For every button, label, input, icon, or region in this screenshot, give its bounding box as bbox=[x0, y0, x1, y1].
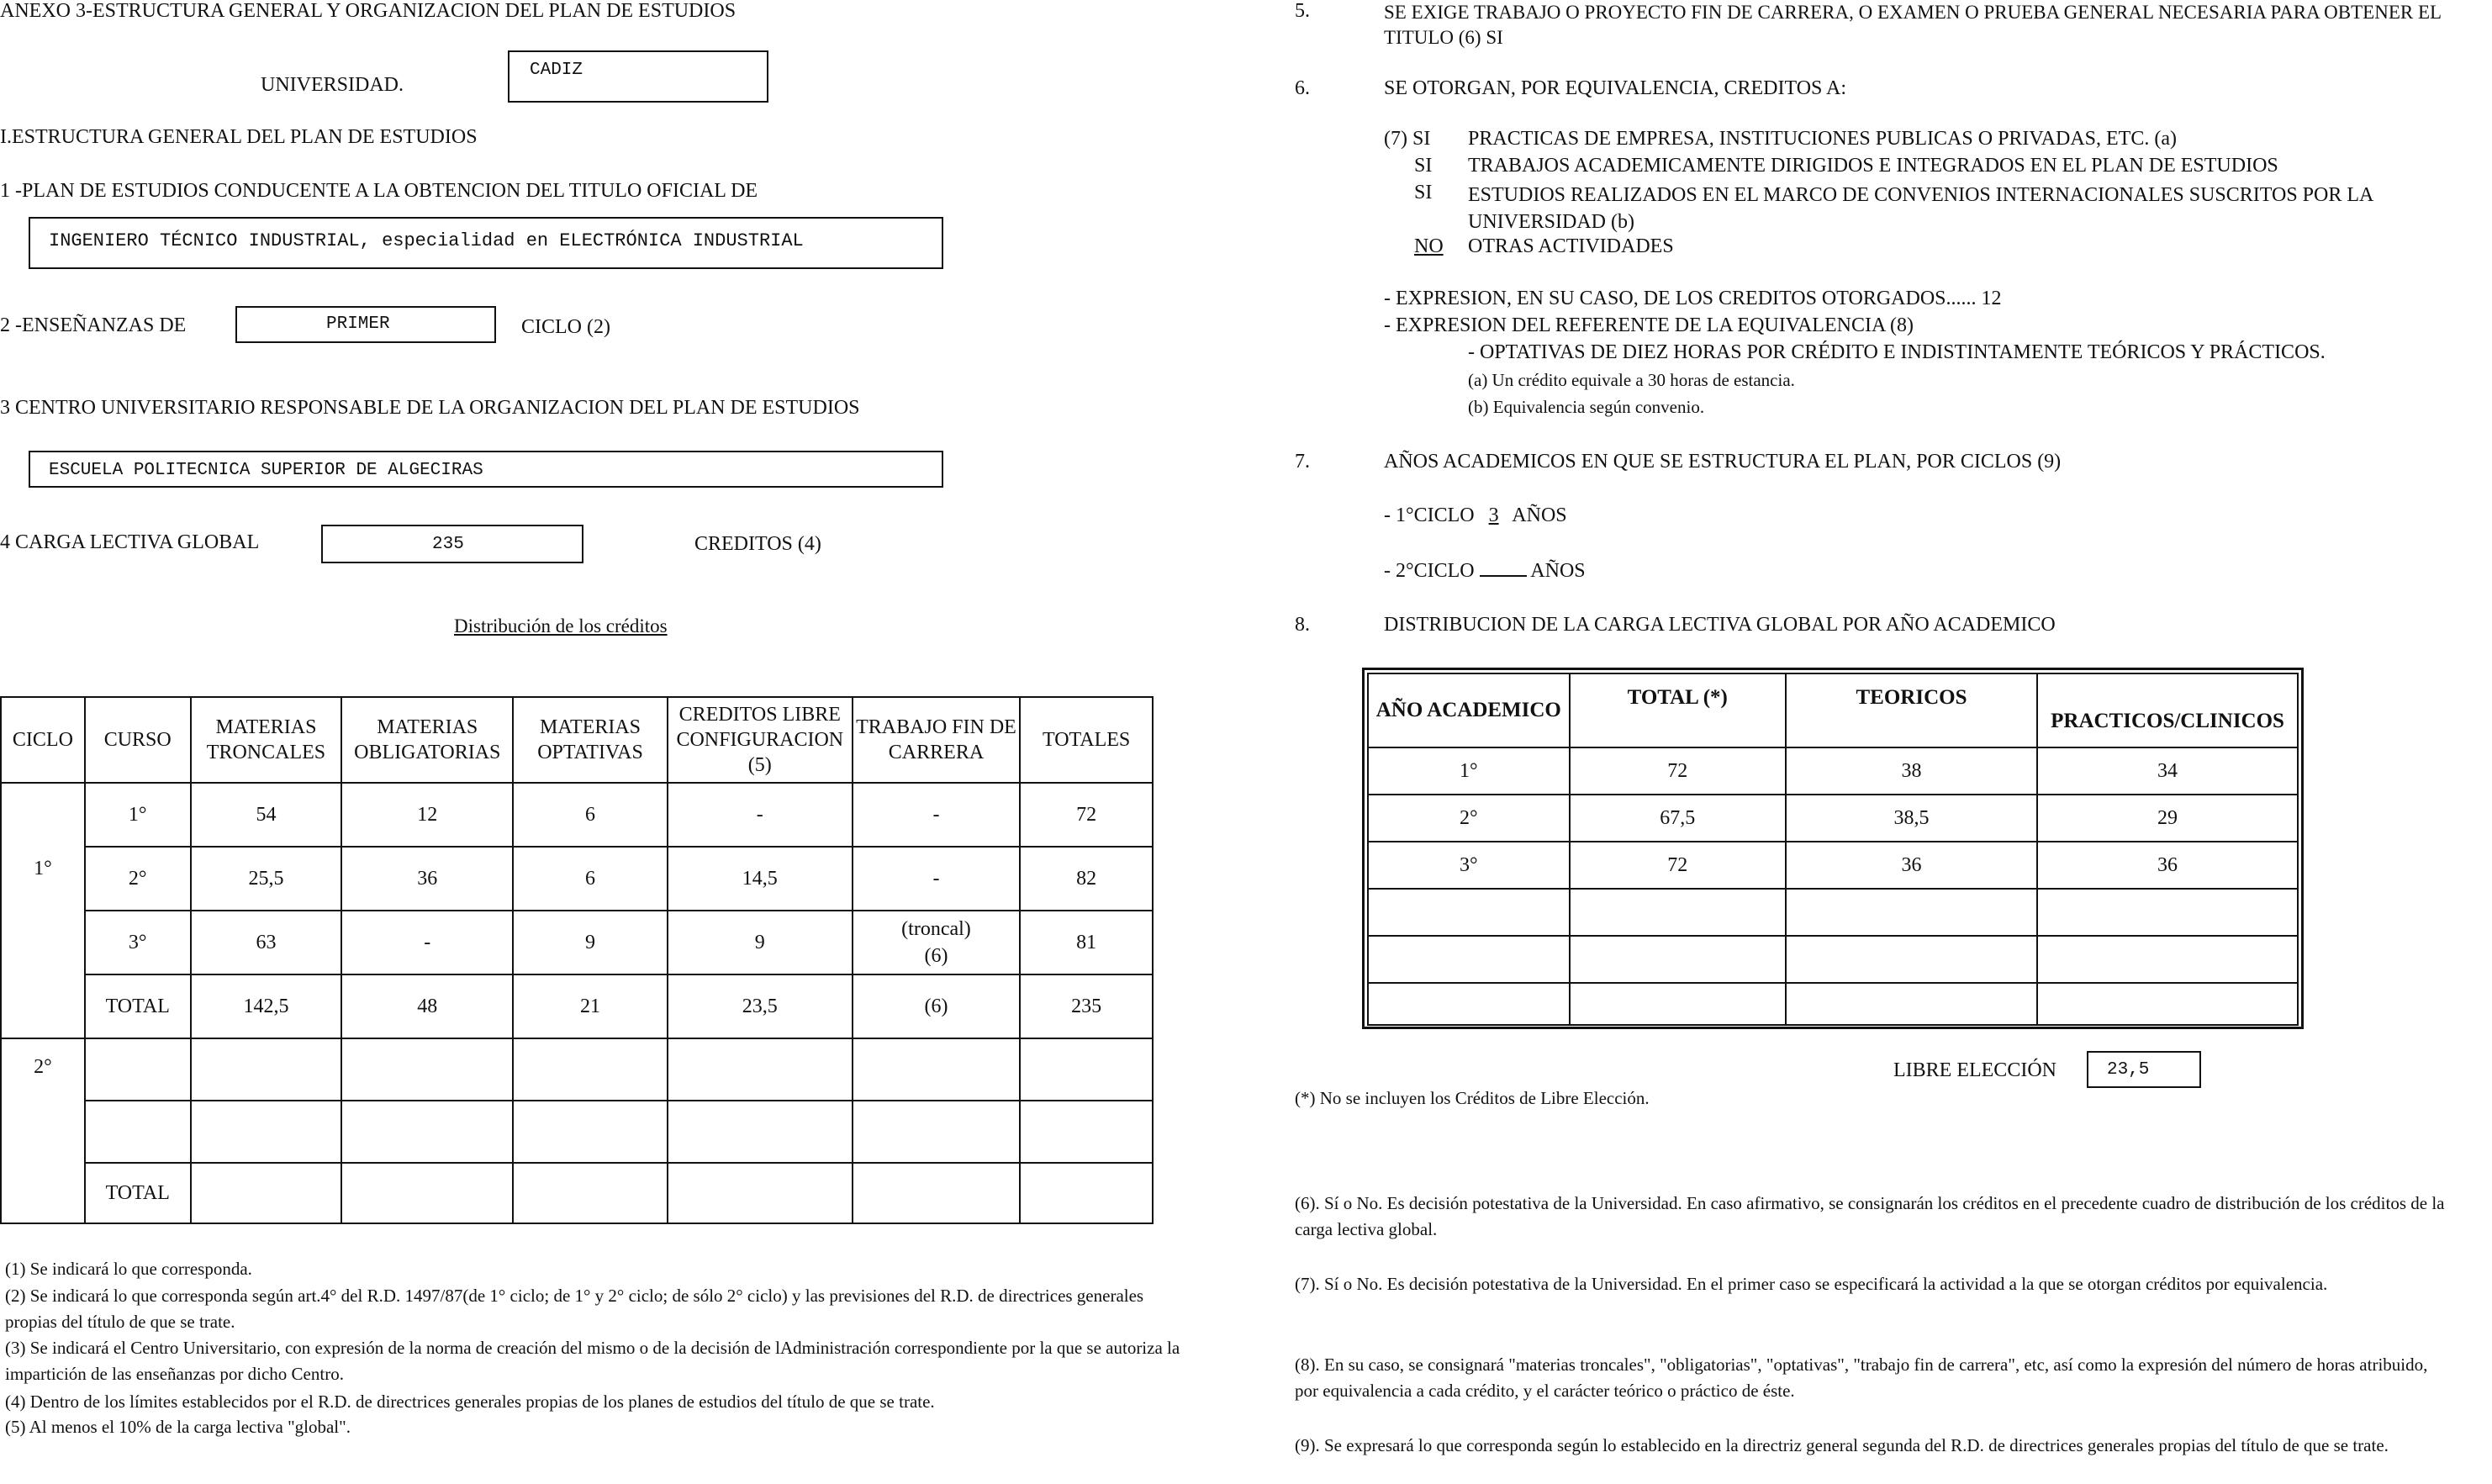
obligatorias-cell: 12 bbox=[341, 783, 513, 847]
footnote-3: (3) Se indicará el Centro Universitario, con expresión de la norma de creación del mismo o de la decisión de lAdministración correspondiente por la que se autoriza la impartición de las enseñanzas por dicho Centro. bbox=[5, 1338, 1180, 1384]
ciclo-1-unit: AÑOS bbox=[1512, 504, 1567, 526]
table-row bbox=[1, 974, 1153, 1038]
ciclo-2-years-blank bbox=[1480, 558, 1527, 577]
centro-value: ESCUELA POLITECNICA SUPERIOR DE ALGECIRAS bbox=[49, 461, 483, 480]
item-8-text: DISTRIBUCION DE LA CARGA LECTIVA GLOBAL POR AÑO ACADEMICO bbox=[1384, 614, 2056, 636]
total-cell: 72 bbox=[1020, 783, 1153, 847]
total-cell: 72 bbox=[1570, 842, 1786, 889]
ciclo-suffix: CICLO (2) bbox=[521, 316, 610, 338]
footnote-2: (2) Se indicará lo que corresponda según art.4° del R.D. 1497/87(de 1° ciclo; de 1° y 2° ciclo; de sólo 2° ciclo) y las previsiones del R.D. de directrices generales propias del título de que se trate. bbox=[5, 1286, 1144, 1332]
curso-cell: TOTAL bbox=[85, 974, 191, 1038]
obligatorias-cell: 48 bbox=[341, 974, 513, 1038]
expression-referent: - EXPRESION DEL REFERENTE DE LA EQUIVALENCIA (8) bbox=[1384, 314, 1914, 336]
libre-cell: - bbox=[668, 783, 853, 847]
total-cell: 235 bbox=[1020, 974, 1153, 1038]
troncales-cell: 54 bbox=[191, 783, 342, 847]
equiv-mark-2: SI bbox=[1414, 155, 1433, 177]
libre-eleccion-value: 23,5 bbox=[2107, 1060, 2150, 1080]
header-troncales: MATERIAS TRONCALES bbox=[191, 697, 342, 783]
total-cell: 67,5 bbox=[1570, 795, 1786, 842]
ciclo-2-years-row bbox=[1384, 558, 1586, 583]
practicos-cell: 34 bbox=[2037, 747, 2298, 795]
universidad-value: CADIZ bbox=[530, 61, 583, 80]
obligatorias-cell: - bbox=[341, 911, 513, 974]
titulo-field bbox=[29, 217, 943, 269]
troncales-cell: 142,5 bbox=[191, 974, 342, 1038]
year-cell: 2° bbox=[1368, 795, 1570, 842]
equiv-text-3: ESTUDIOS REALIZADOS EN EL MARCO DE CONVENIOS INTERNACIONALES SUSCRITOS POR LA UNIVERSIDAD (b) bbox=[1468, 184, 2373, 233]
table-row bbox=[1368, 842, 2298, 889]
obligatorias-cell: 36 bbox=[341, 847, 513, 911]
item-5-text: SE EXIGE TRABAJO O PROYECTO FIN DE CARRERA, O EXAMEN O PRUEBA GENERAL NECESARIA PARA OBTENER EL TITULO (6) SI bbox=[1384, 2, 2442, 48]
curso-cell: 3° bbox=[85, 911, 191, 974]
curso-cell: TOTAL bbox=[85, 1163, 191, 1223]
header-libre-configuracion: CREDITOS LIBRE CONFIGURACION (5) bbox=[668, 697, 853, 783]
expression-note-b: (b) Equivalencia según convenio. bbox=[1468, 397, 1705, 417]
practicos-cell: 36 bbox=[2037, 842, 2298, 889]
table-header-row bbox=[1, 697, 1153, 783]
header-curso: CURSO bbox=[85, 697, 191, 783]
table-row bbox=[1, 1038, 1153, 1101]
libre-eleccion-field bbox=[2087, 1051, 2201, 1088]
table-row bbox=[1368, 983, 2298, 1025]
optativas-cell: 6 bbox=[513, 847, 668, 911]
item-5-number: 5. bbox=[1295, 0, 1310, 22]
item-6-number: 6. bbox=[1295, 77, 1310, 99]
footnote-1: (1) Se indicará lo que corresponda. bbox=[5, 1259, 252, 1279]
carga-value: 235 bbox=[432, 535, 464, 554]
expression-optativas: - OPTATIVAS DE DIEZ HORAS POR CRÉDITO E INDISTINTAMENTE TEÓRICOS Y PRÁCTICOS. bbox=[1468, 341, 2326, 363]
total-cell: 81 bbox=[1020, 911, 1153, 974]
curso-cell: 1° bbox=[85, 783, 191, 847]
ciclo-value: PRIMER bbox=[326, 314, 390, 334]
equiv-mark-3: SI bbox=[1414, 182, 1433, 203]
ciclo-1-label: 1° bbox=[34, 857, 52, 879]
teoricos-cell: 38,5 bbox=[1786, 795, 2037, 842]
footnote-4: (4) Dentro de los límites establecidos por el R.D. de directrices generales propias de los planes de estudios del título de que se trate. bbox=[5, 1392, 935, 1412]
table-row bbox=[1, 911, 1153, 974]
equiv-mark-4: NO bbox=[1414, 235, 1444, 257]
annex-header: ANEXO 3-ESTRUCTURA GENERAL Y ORGANIZACION DEL PLAN DE ESTUDIOS bbox=[0, 0, 737, 22]
header-teoricos: TEORICOS bbox=[1786, 673, 2037, 747]
troncales-cell: 63 bbox=[191, 911, 342, 974]
ciclo-2-unit: AÑOS bbox=[1530, 560, 1586, 582]
titulo-value: INGENIERO TÉCNICO INDUSTRIAL, especialidad en ELECTRÓNICA INDUSTRIAL bbox=[49, 230, 804, 251]
centro-field bbox=[29, 451, 943, 488]
total-cell: 72 bbox=[1570, 747, 1786, 795]
table-row bbox=[1, 847, 1153, 911]
libre-cell: 14,5 bbox=[668, 847, 853, 911]
header-ciclo: CICLO bbox=[1, 697, 85, 783]
ciclo-field bbox=[235, 306, 496, 343]
year-distribution-table bbox=[1367, 673, 2299, 1026]
header-year: AÑO ACADEMICO bbox=[1368, 673, 1570, 747]
item-8-number: 8. bbox=[1295, 614, 1310, 636]
table-row bbox=[1368, 889, 2298, 936]
ciclo-1-years-row bbox=[1384, 504, 1567, 527]
year-cell: 3° bbox=[1368, 842, 1570, 889]
libre-eleccion-label: LIBRE ELECCIÓN bbox=[1893, 1059, 2056, 1081]
item-2-label: 2 -ENSEÑANZAS DE bbox=[0, 314, 187, 336]
ciclo-1-cell bbox=[1, 783, 85, 1038]
libre-cell: 23,5 bbox=[668, 974, 853, 1038]
equiv-text-1: PRACTICAS DE EMPRESA, INSTITUCIONES PUBLICAS O PRIVADAS, ETC. (a) bbox=[1468, 128, 2177, 150]
item-3-label: 3 CENTRO UNIVERSITARIO RESPONSABLE DE LA ORGANIZACION DEL PLAN DE ESTUDIOS bbox=[0, 397, 860, 419]
optativas-cell: 6 bbox=[513, 783, 668, 847]
carga-field bbox=[321, 525, 583, 563]
header-totales: TOTALES bbox=[1020, 697, 1153, 783]
libre-cell: 9 bbox=[668, 911, 853, 974]
footnote-8: (8). En su caso, se consignará "materias troncales", "obligatorias", "optativas", "trabajo fin de carrera", etc, así como la expresión del número de horas atribuido, por equivalencia a cada crédito, y el carácter teórico o práctico de éste. bbox=[1295, 1355, 2428, 1401]
equiv-mark-1: (7) SI bbox=[1384, 128, 1431, 150]
trabajo-cell: - bbox=[853, 847, 1021, 911]
year-cell: 1° bbox=[1368, 747, 1570, 795]
teoricos-cell: 36 bbox=[1786, 842, 2037, 889]
optativas-cell: 21 bbox=[513, 974, 668, 1038]
table-row bbox=[1368, 936, 2298, 983]
item-7-number: 7. bbox=[1295, 451, 1310, 473]
table-row bbox=[1368, 747, 2298, 795]
equiv-text-4: OTRAS ACTIVIDADES bbox=[1468, 235, 1674, 257]
table-row bbox=[1, 1163, 1153, 1223]
item-7-text: AÑOS ACADEMICOS EN QUE SE ESTRUCTURA EL PLAN, POR CICLOS (9) bbox=[1384, 451, 2062, 473]
troncales-cell: 25,5 bbox=[191, 847, 342, 911]
header-trabajo-fin: TRABAJO FIN DE CARRERA bbox=[853, 697, 1021, 783]
footnote-5: (5) Al menos el 10% de la carga lectiva "global". bbox=[5, 1417, 351, 1437]
item-1-label: 1 -PLAN DE ESTUDIOS CONDUCENTE A LA OBTENCION DEL TITULO OFICIAL DE bbox=[0, 180, 758, 202]
curso-cell: 2° bbox=[85, 847, 191, 911]
table-row bbox=[1368, 795, 2298, 842]
header-total: TOTAL (*) bbox=[1570, 673, 1786, 747]
ciclo-2-cell bbox=[1, 1038, 85, 1223]
credits-distribution-table bbox=[0, 696, 1154, 1224]
trabajo-cell: (6) bbox=[853, 974, 1021, 1038]
expression-credits: - EXPRESION, EN SU CASO, DE LOS CREDITOS OTORGADOS...... 12 bbox=[1384, 288, 2002, 309]
table-row bbox=[1, 783, 1153, 847]
expression-note-a: (a) Un crédito equivale a 30 horas de estancia. bbox=[1468, 370, 1795, 390]
distribution-title: Distribución de los créditos bbox=[454, 615, 668, 636]
practicos-cell: 29 bbox=[2037, 795, 2298, 842]
section-i-heading: I.ESTRUCTURA GENERAL DEL PLAN DE ESTUDIOS bbox=[0, 126, 478, 148]
header-optativas: MATERIAS OPTATIVAS bbox=[513, 697, 668, 783]
footnote-7: (7). Sí o No. Es decisión potestativa de la Universidad. En el primer caso se especificará la actividad a la que se otorgan créditos por equivalencia. bbox=[1295, 1274, 2328, 1294]
ciclo-2-label: - 2°CICLO bbox=[1384, 560, 1475, 582]
asterisk-note: (*) No se incluyen los Créditos de Libre Elección. bbox=[1295, 1088, 1650, 1108]
table-row bbox=[1, 1101, 1153, 1163]
equiv-text-2: TRABAJOS ACADEMICAMENTE DIRIGIDOS E INTEGRADOS EN EL PLAN DE ESTUDIOS bbox=[1468, 155, 2278, 177]
carga-suffix: CREDITOS (4) bbox=[694, 533, 821, 555]
year-header-row bbox=[1368, 673, 2298, 747]
item-6-text: SE OTORGAN, POR EQUIVALENCIA, CREDITOS A: bbox=[1384, 77, 1847, 99]
ciclo-1-years: 3 bbox=[1488, 504, 1499, 526]
total-cell: 82 bbox=[1020, 847, 1153, 911]
trabajo-cell: (troncal) (6) bbox=[853, 911, 1021, 974]
ciclo-1-label: - 1°CICLO bbox=[1384, 504, 1475, 526]
teoricos-cell: 38 bbox=[1786, 747, 2037, 795]
header-practicos: PRACTICOS/CLINICOS bbox=[2037, 673, 2298, 747]
item-4-label: 4 CARGA LECTIVA GLOBAL bbox=[0, 531, 260, 553]
ciclo-2-label: 2° bbox=[34, 1055, 52, 1078]
footnote-6: (6). Sí o No. Es decisión potestativa de la Universidad. En caso afirmativo, se consignarán los créditos en el precedente cuadro de distribución de los créditos de la carga lectiva global. bbox=[1295, 1193, 2445, 1239]
universidad-label: UNIVERSIDAD. bbox=[261, 74, 404, 96]
footnote-9: (9). Se expresará lo que corresponda según lo establecido en la directriz general segunda del R.D. de directrices generales propias del título de que se trate. bbox=[1295, 1435, 2389, 1455]
trabajo-cell: - bbox=[853, 783, 1021, 847]
universidad-field bbox=[508, 50, 768, 103]
optativas-cell: 9 bbox=[513, 911, 668, 974]
header-obligatorias: MATERIAS OBLIGATORIAS bbox=[341, 697, 513, 783]
